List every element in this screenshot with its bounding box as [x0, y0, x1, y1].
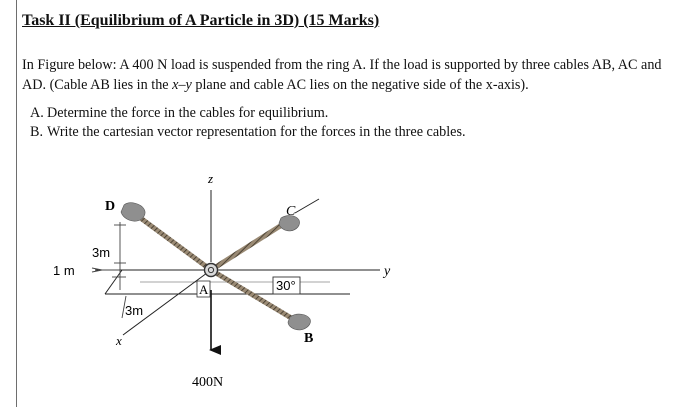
- dim-3m-horizontal-label: 3m: [125, 303, 144, 318]
- cable-ac: [211, 221, 288, 270]
- problem-line-1: In Figure below: A 400 N load is suspended from the ring A. If the load is supported by three cables AB, AC and: [22, 57, 662, 73]
- label-c: C: [286, 204, 296, 219]
- equilibrium-figure: [0, 150, 700, 407]
- problem-line-2-start: AD. (Cable AB lies in the: [22, 77, 173, 93]
- problem-line-2: [22, 75, 694, 95]
- particle-3d-diagram: [0, 150, 700, 407]
- task-item-b: [30, 123, 466, 142]
- task-letter-a: A.: [30, 105, 44, 121]
- dim-3m-vertical-label: 3m: [92, 245, 111, 260]
- task-item-a: [30, 104, 466, 123]
- task-text-a: Determine the force in the cables for equilibrium.: [47, 105, 329, 121]
- plane-left-edge: [105, 270, 122, 294]
- problem-line-2-end: plane and cable AC lies on the negative side of the x-axis).: [191, 77, 529, 93]
- x-axis-label: x: [116, 333, 122, 348]
- ring-a-icon: [205, 264, 218, 277]
- cable-ac-extension: [295, 199, 319, 213]
- problem-statement: [22, 55, 694, 95]
- task-text-b: Write the cartesian vector representation for the forces in the three cables.: [47, 124, 466, 140]
- load-label: 400N: [192, 375, 224, 390]
- label-b: B: [304, 331, 314, 346]
- task-list: [30, 104, 466, 142]
- label-d: D: [105, 199, 116, 214]
- task-title: Task II (Equilibrium of A Particle in 3D) (15 Marks): [22, 12, 380, 29]
- angle-label: 30°: [276, 278, 296, 293]
- z-axis-label: z: [208, 171, 214, 186]
- cable-ad: [131, 211, 211, 270]
- support-d: [121, 203, 145, 221]
- dim-1m-label: 1 m: [53, 263, 75, 278]
- xy-plane-italic: x–y: [172, 77, 192, 93]
- label-a: A: [199, 282, 209, 297]
- support-b: [288, 314, 310, 330]
- task-letter-b: B.: [30, 124, 44, 140]
- y-axis-label: y: [384, 264, 391, 279]
